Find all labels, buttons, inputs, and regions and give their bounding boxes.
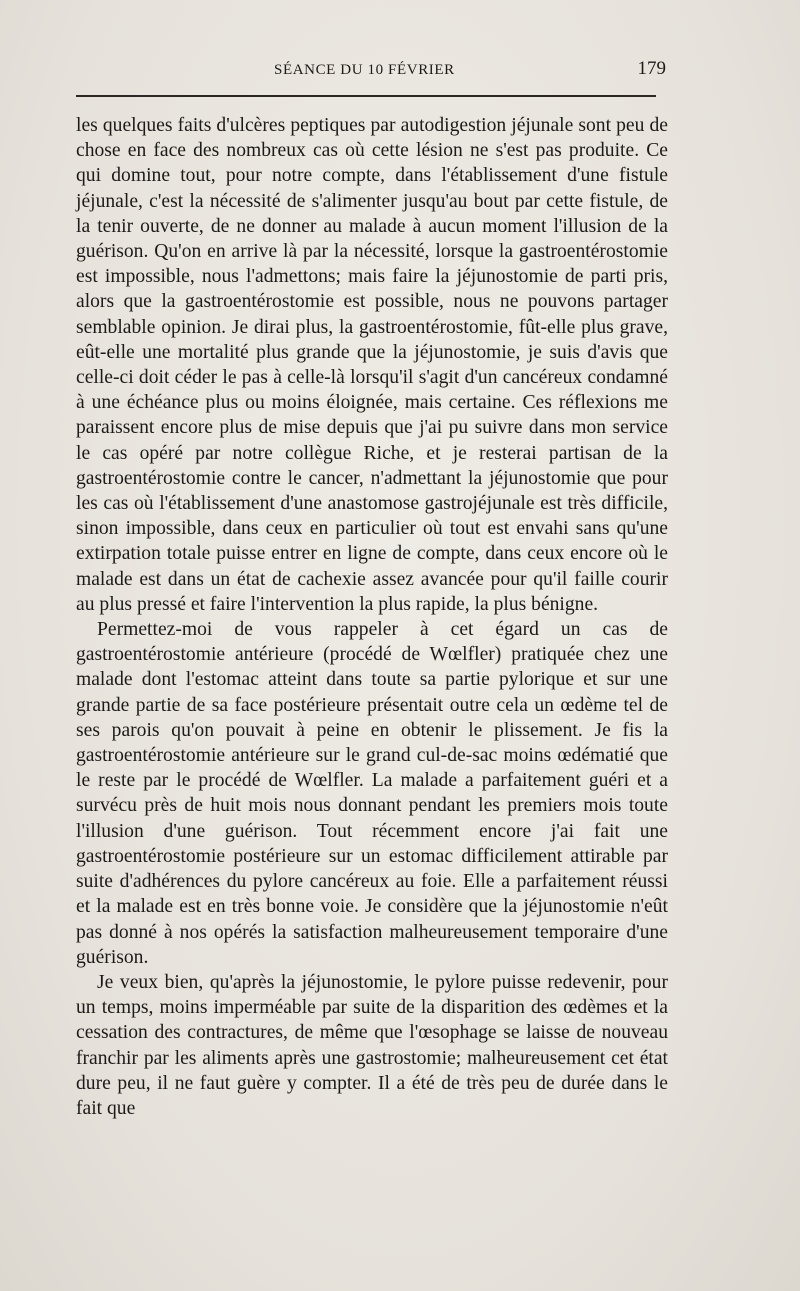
paragraph-1: les quelques faits d'ulcères peptiques par autodigestion jéjunale sont peu de chose en face des nombreux cas où cette lésion ne s'est pas produite. Ce qui domine tout, pour notre compte, dans l'établissement d'une fistule jéjunale, c'est la nécessité de s'alimenter jusqu'au bout par cette fistule, de la tenir ouverte, de ne donner au malade à aucun moment l'illusion de la guérison. Qu'on en arrive là par la nécessité, lorsque la gastroentérostomie est impossible, nous l'admettons; mais faire la jéjunostomie de parti pris, alors que la gastroentérostomie est possible, nous ne pouvons partager semblable opinion. Je dirai plus, la gastroentérostomie, fût-elle plus grave, eût-elle une mortalité plus grande que la jéjunostomie, je suis d'avis que celle-ci doit céder le pas à celle-là lorsqu'il s'agit d'un cancéreux condamné à une échéance plus ou moins éloignée, mais certaine. Ces réflexions me paraissent encore plus de mise depuis que j'ai pu suivre dans mon service le cas opéré par notre collègue Riche, et je resterai partisan de la gastroentérostomie contre le cancer, n'admettant la jéjunostomie que pour les cas où l'établissement d'une anastomose gastrojéjunale est très difficile, sinon impossible, dans ceux en particulier où tout est envahi sans qu'une extirpation totale puisse entrer en ligne de compte, dans ceux encore où le malade est dans un état de cachexie assez avancée pour qu'il faille courir au plus pressé et faire l'intervention la plus rapide, la plus bénigne. (76, 115, 668, 615)
page-number: 179 (637, 58, 666, 79)
page-header (76, 58, 668, 86)
paragraph-3: Je veux bien, qu'après la jéjunostomie, le pylore puisse redevenir, pour un temps, moins imperméable par suite de la disparition des œdèmes et la cessation des contractures, de même que l'œsophage se laisse de nouveau franchir par les aliments après une gastrostomie; malheureusement cet état dure peu, il ne faut guère y compter. Il a été de très peu de durée dans le fait que (76, 971, 668, 1119)
running-title: SÉANCE DU 10 FÉVRIER (274, 62, 455, 78)
body-text (76, 113, 668, 1121)
paragraph-2: Permettez-moi de vous rappeler à cet égard un cas de gastroentérostomie antérieure (procédé de Wœlfler) pratiquée chez une malade dont l'estomac atteint dans toute sa partie pylorique et sur une grande partie de sa face postérieure présentait outre cela un œdème tel de ses parois qu'on pouvait à peine en obtenir le plissement. Je fis la gastroentérostomie antérieure sur le grand cul-de-sac moins œdématié que le reste par le procédé de Wœlfler. La malade a parfaitement guéri et a survécu près de huit mois nous donnant pendant les premiers mois toute l'illusion d'une guérison. Tout récemment encore j'ai fait une gastroentérostomie postérieure sur un estomac difficilement attirable par suite d'adhérences du pylore cancéreux au foie. Elle a parfaitement réussi et la malade est en très bonne voie. Je considère que la jéjunostomie n'eût pas donné à nos opérés la satisfaction malheureusement temporaire d'une guérison. (76, 619, 668, 968)
header-rule (76, 95, 656, 97)
